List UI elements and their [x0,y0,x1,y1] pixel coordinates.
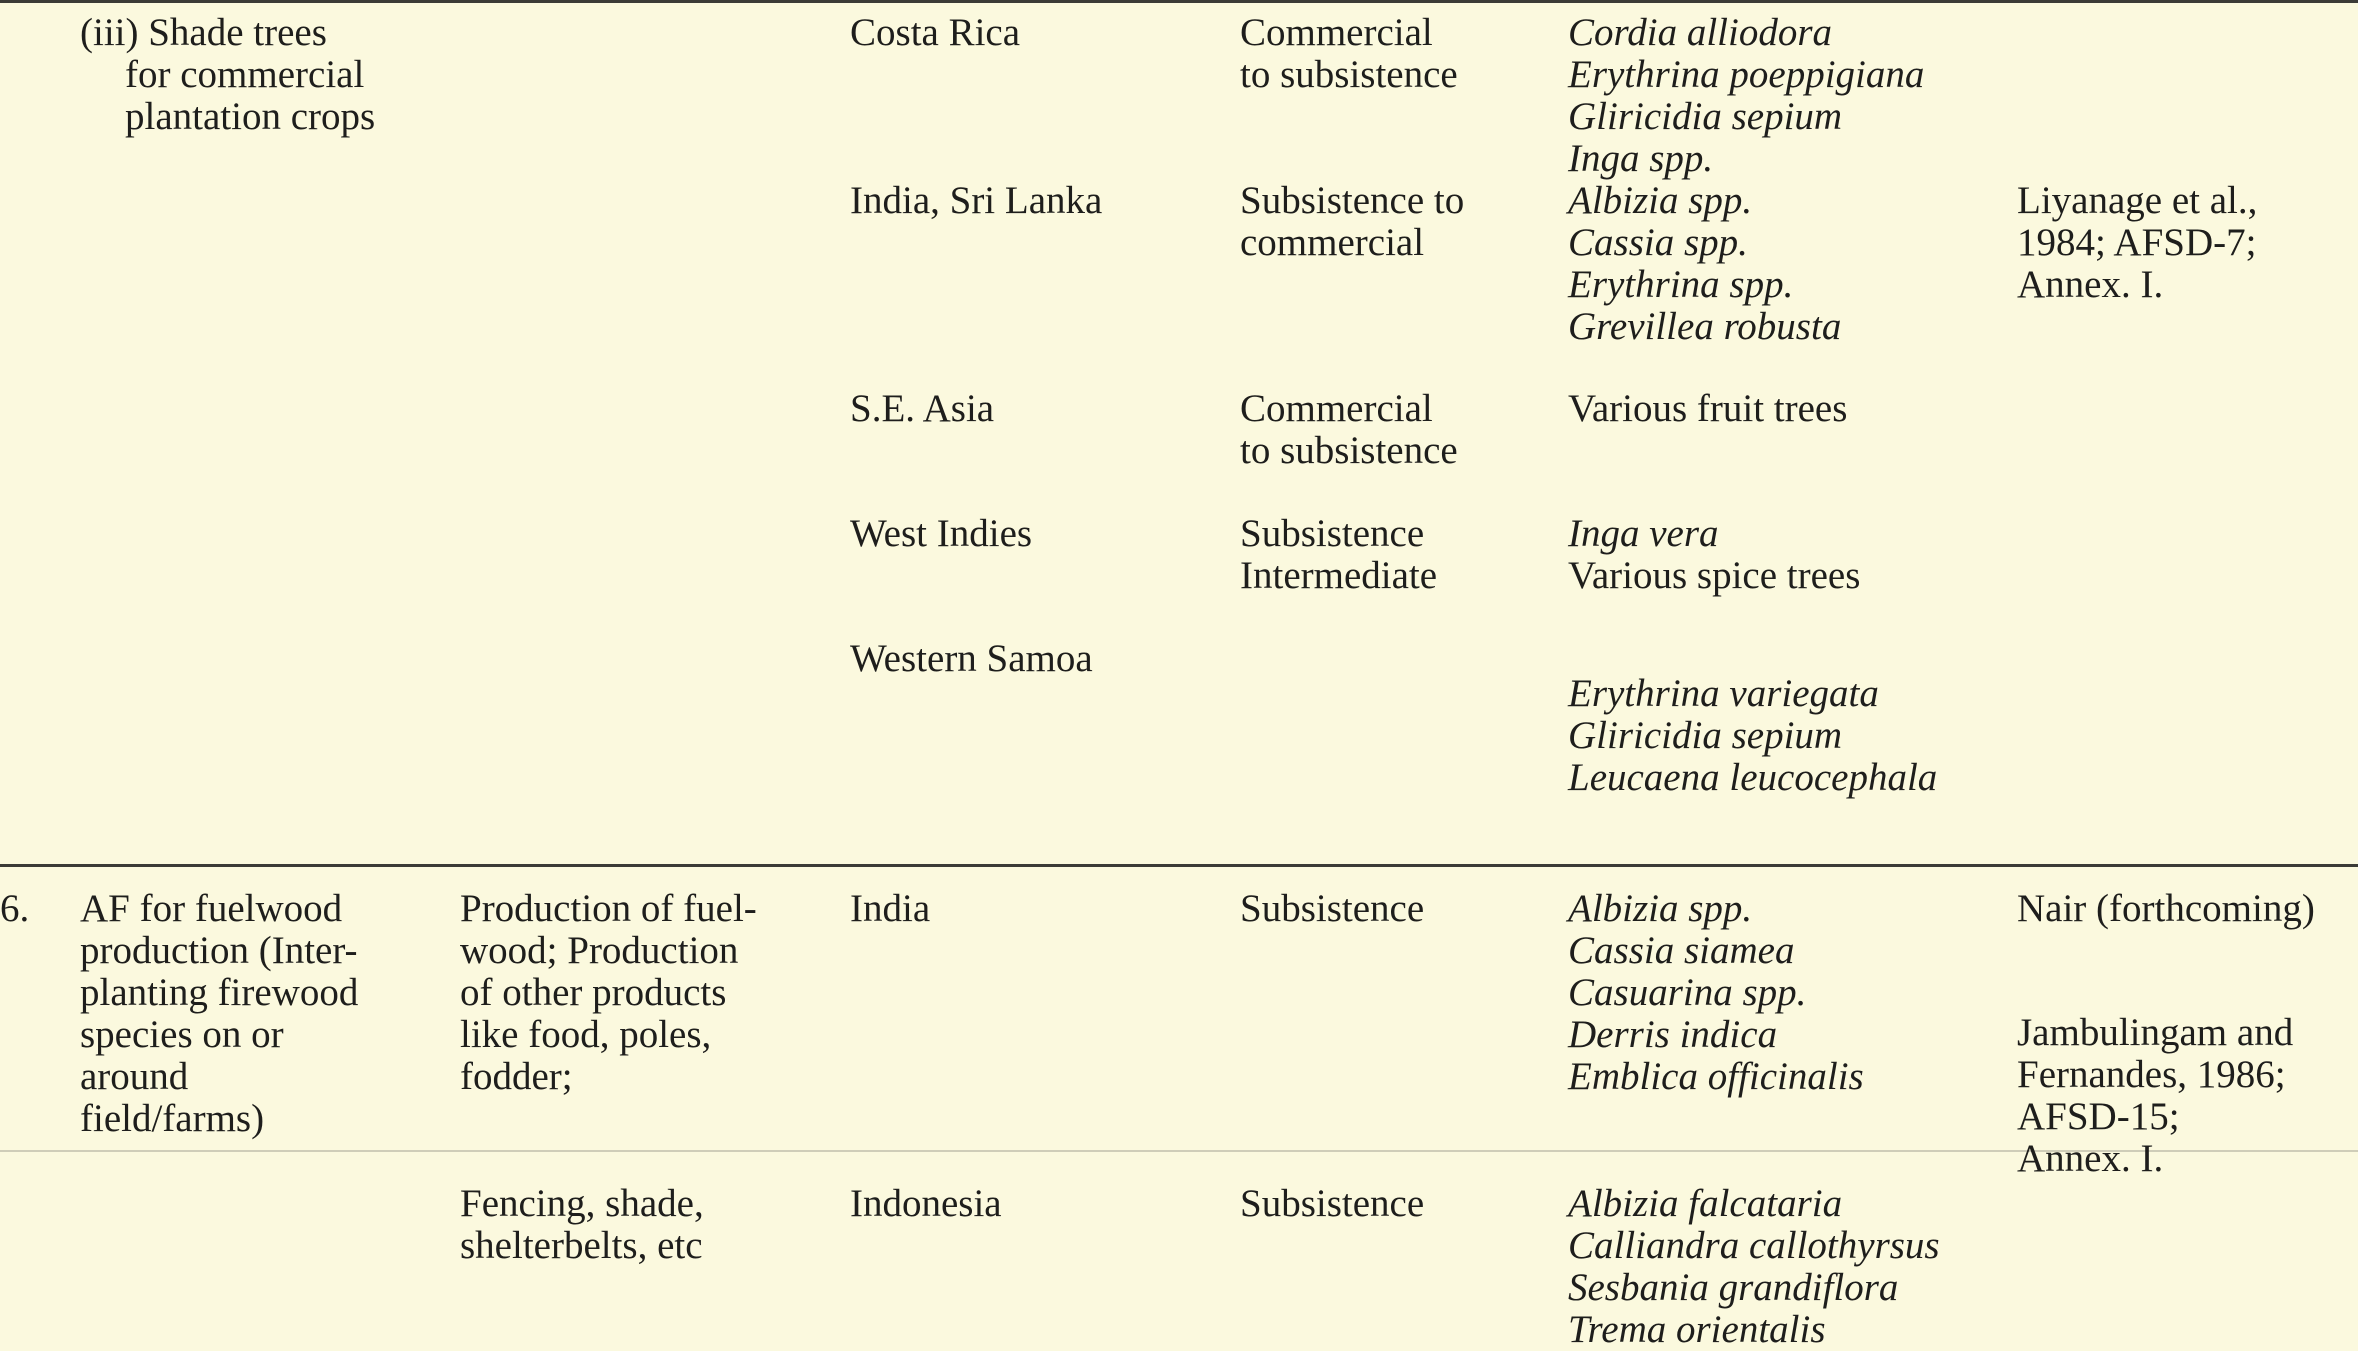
function-cell: Fencing, shade, shelterbelts, etc [460,1182,704,1267]
table-top-rule [0,0,2358,3]
scale-cell: Commercial to subsistence [1240,11,1458,96]
location-cell: Costa Rica [850,11,1021,54]
scale-cell: Subsistence [1240,887,1425,930]
location-cell: Indonesia [850,1182,1002,1225]
system-label-shade-trees: (iii) Shade trees for commercial plantation crops [80,11,376,138]
scale-cell: Commercial to subsistence [1240,387,1458,472]
species-cell: Various fruit trees [1568,387,1848,430]
location-cell: West Indies [850,512,1033,555]
species-cell: Albizia spp. Cassia spp. Erythrina spp. Grevillea robusta [1568,179,1842,348]
species-cell: Erythrina variegata Gliricidia sepium Leucaena leucocephala [1568,672,1938,799]
source-cell: Jambulingam and Fernandes, 1986; AFSD-15; Annex. I. [2017,1011,2294,1180]
location-cell: Western Samoa [850,637,1093,680]
source-cell: Liyanage et al., 1984; AFSD-7; Annex. I. [2017,179,2258,306]
location-cell: India, Sri Lanka [850,179,1103,222]
scale-cell: Subsistence [1240,1182,1425,1225]
species-cell: Cordia alliodora Erythrina poeppigiana Gliricidia sepium Inga spp. [1568,11,1925,180]
location-cell: India [850,887,931,930]
row-number: 6. [0,887,30,930]
source-cell: Nair (forthcoming) [2017,887,2315,930]
system-label-fuelwood: AF for fuelwood production (Inter- planting firewood species on or around field/farms) [80,887,359,1140]
function-cell: Production of fuel- wood; Production of other products like food, poles, fodder; [460,887,757,1098]
row-faint-rule [0,1150,2358,1152]
species-cell: Inga vera Various spice trees [1568,512,1861,597]
species-cell: Albizia falcataria Calliandra callothyrsus Sesbania grandiflora Trema orientalis [1568,1182,1940,1351]
location-cell: S.E. Asia [850,387,995,430]
scale-cell: Subsistence Intermediate [1240,512,1438,597]
species-cell: Albizia spp. Cassia siamea Casuarina spp. Derris indica Emblica officinalis [1568,887,1864,1098]
section-divider-rule [0,864,2358,867]
scale-cell: Subsistence to commercial [1240,179,1465,264]
